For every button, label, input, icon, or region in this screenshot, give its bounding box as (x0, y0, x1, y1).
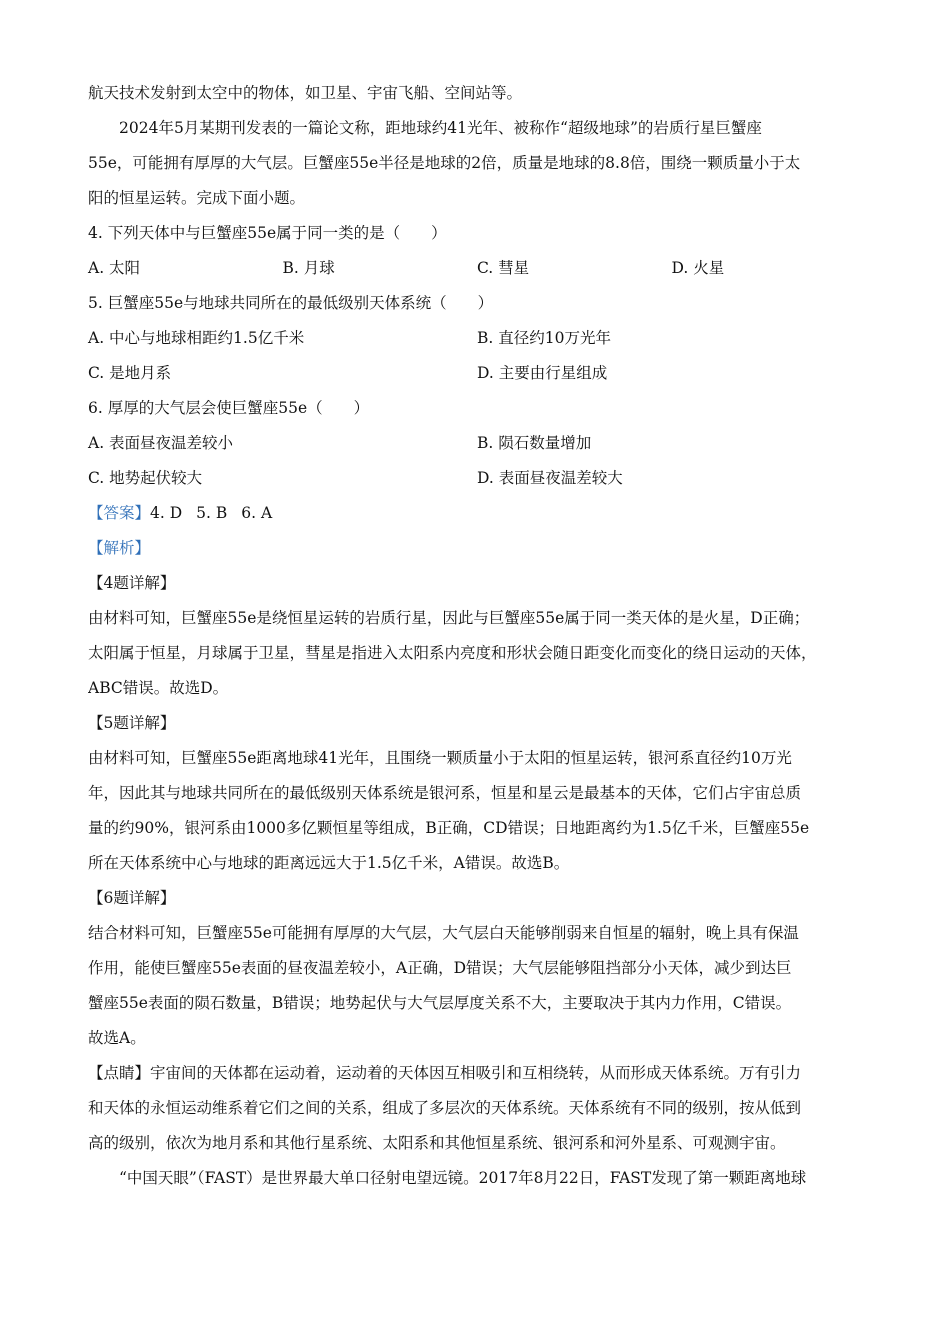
q4-option-c: C. 彗星 (477, 259, 530, 277)
material-line-2: 55e，可能拥有厚厚的大气层。巨蟹座55e半径是地球的2倍，质量是地球的8.8倍，围绕一颗质量小于太 (88, 154, 801, 172)
question-6-options-row-1 (88, 426, 866, 461)
tip-line-2: 和天体的永恒运动维系着它们之间的关系，组成了多层次的天体系统。天体系统有不同的级别，按从低到 (88, 1099, 802, 1117)
detail-5-heading: 【5题详解】 (88, 714, 176, 732)
detail-4-line-2: 太阳属于恒星，月球属于卫星，彗星是指进入太阳系内亮度和形状会随日距变化而变化的绕日运动的天体， (88, 644, 817, 662)
q4-option-d: D. 火星 (671, 259, 725, 277)
detail-6-line-1: 结合材料可知，巨蟹座55e可能拥有厚厚的大气层，大气层白天能够削弱来自恒星的辐射，晚上具有保温 (88, 924, 799, 942)
tip-text-1: 宇宙间的天体都在运动着，运动着的天体因互相吸引和互相绕转，从而形成天体系统。万有引力 (150, 1064, 802, 1082)
next-material-line: “中国天眼”（FAST）是世界最大单口径射电望远镜。2017年8月22日，FAST发现了第一颗距离地球 (119, 1169, 807, 1187)
answer-item-4: 4. D (150, 504, 183, 522)
detail-6-heading: 【6题详解】 (88, 889, 176, 907)
answer-line (88, 496, 866, 531)
intro-tail: 航天技术发射到太空中的物体，如卫星、宇宙飞船、空间站等。 (88, 84, 523, 102)
answer-item-5: 5. B (196, 504, 228, 522)
q4-option-b: B. 月球 (282, 259, 335, 277)
detail-4-line-3: ABC错误。故选D。 (88, 679, 229, 697)
question-5-stem: 5. 巨蟹座55e与地球共同所在的最低级别天体系统（ ） (88, 294, 494, 312)
q5-option-d: D. 主要由行星组成 (477, 364, 608, 382)
q6-option-d: D. 表面昼夜温差较大 (477, 469, 623, 487)
q6-option-a: A. 表面昼夜温差较小 (88, 434, 234, 452)
q5-option-c: C. 是地月系 (88, 364, 172, 382)
q4-option-a: A. 太阳 (88, 259, 141, 277)
tip-line-3: 高的级别，依次为地月系和其他行星系统、太阳系和其他恒星系统、银河系和河外星系、可观测宇宙。 (88, 1134, 786, 1152)
question-6-options-row-2 (88, 461, 866, 496)
detail-4-line-1: 由材料可知，巨蟹座55e是绕恒星运转的岩质行星，因此与巨蟹座55e属于同一类天体的是火星，D正确； (88, 609, 810, 627)
detail-5-line-1: 由材料可知，巨蟹座55e距离地球41光年，且围绕一颗质量小于太阳的恒星运转，银河系直径约10万光 (88, 749, 792, 767)
detail-6-line-4: 故选A。 (88, 1029, 146, 1047)
detail-5-line-2: 年，因此其与地球共同所在的最低级别天体系统是银河系，恒星和星云是最基本的天体，它们占宇宙总质 (88, 784, 802, 802)
question-5-options-row-1 (88, 321, 866, 356)
detail-6-line-3: 蟹座55e表面的陨石数量，B错误；地势起伏与大气层厚度关系不大，主要取决于其内力作用，C错误。 (88, 994, 792, 1012)
question-5-options-row-2 (88, 356, 866, 391)
detail-5-line-4: 所在天体系统中心与地球的距离远远大于1.5亿千米，A错误。故选B。 (88, 854, 570, 872)
material-line-1: 2024年5月某期刊发表的一篇论文称，距地球约41光年、被称作“超级地球”的岩质行星巨蟹座 (119, 119, 762, 137)
answer-item-6: 6. A (241, 504, 273, 522)
q5-option-a: A. 中心与地球相距约1.5亿千米 (88, 329, 305, 347)
tip-label: 【点睛】 (88, 1064, 151, 1082)
question-4-options (88, 251, 866, 286)
detail-4-heading: 【4题详解】 (88, 574, 176, 592)
detail-5-line-3: 量的约90%，银河系由1000多亿颗恒星等组成，B正确，CD错误；日地距离约为1.5亿千米，巨蟹座55e (88, 819, 810, 837)
material-line-3: 阳的恒星运转。完成下面小题。 (88, 189, 306, 207)
question-6-stem: 6. 厚厚的大气层会使巨蟹座55e（ ） (88, 399, 370, 417)
document-page (88, 76, 866, 1196)
tip-line-1 (88, 1056, 866, 1091)
question-4-stem: 4. 下列天体中与巨蟹座55e属于同一类的是（ ） (88, 224, 447, 242)
q6-option-c: C. 地势起伏较大 (88, 469, 203, 487)
q5-option-b: B. 直径约10万光年 (477, 329, 611, 347)
detail-6-line-2: 作用，能使巨蟹座55e表面的昼夜温差较小，A正确，D错误；大气层能够阻挡部分小天体，减少到达巨 (88, 959, 792, 977)
q6-option-b: B. 陨石数量增加 (477, 434, 592, 452)
analysis-label: 【解析】 (88, 539, 151, 557)
answer-label: 【答案】 (88, 504, 151, 522)
